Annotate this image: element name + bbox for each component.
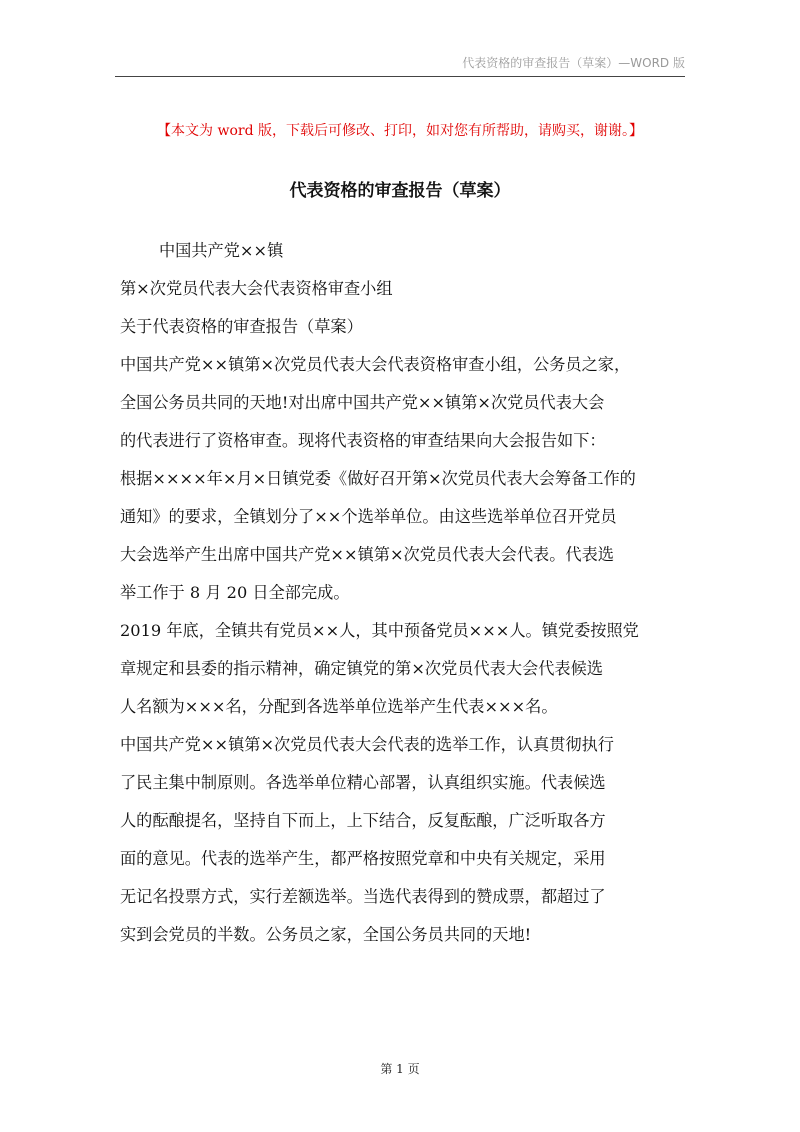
body-line: 中国共产党××镇第×次党员代表大会代表的选举工作，认真贯彻执行 xyxy=(120,735,614,754)
body-line: 全国公务员共同的天地!对出席中国共产党××镇第×次党员代表大会 xyxy=(120,393,605,412)
body-line: 章规定和县委的指示精神，确定镇党的第×次党员代表大会代表候选 xyxy=(120,659,603,678)
body-line: 人名额为×××名，分配到各选举单位选举产生代表×××名。 xyxy=(120,697,558,716)
body-line: 2019 年底，全镇共有党员××人，其中预备党员×××人。镇党委按照党 xyxy=(120,621,639,640)
body-line: 实到会党员的半数。公务员之家，全国公务员共同的天地! xyxy=(120,925,532,944)
document-body xyxy=(120,232,690,954)
body-line: 关于代表资格的审查报告（草案） xyxy=(120,317,363,336)
body-line: 的代表进行了资格审查。现将代表资格的审查结果向大会报告如下： xyxy=(120,431,606,450)
body-line: 了民主集中制原则。各选举单位精心部署，认真组织实施。代表候选 xyxy=(120,773,606,792)
body-line: 中国共产党××镇第×次党员代表大会代表资格审查小组，公务员之家， xyxy=(120,355,631,374)
page-number: 第 1 页 xyxy=(380,1062,420,1076)
header-text: 代表资格的审查报告（草案）—WORD 版 xyxy=(462,56,685,70)
body-line: 第×次党员代表大会代表资格审查小组 xyxy=(120,279,393,298)
page-header xyxy=(115,52,685,77)
purchase-notice: 【本文为 word 版，下载后可修改、打印，如对您有所帮助，请购买，谢谢。】 xyxy=(157,123,643,139)
body-line: 无记名投票方式，实行差额选举。当选代表得到的赞成票，都超过了 xyxy=(120,887,606,906)
body-line: 面的意见。代表的选举产生，都严格按照党章和中央有关规定，采用 xyxy=(120,849,606,868)
body-line: 大会选举产生出席中国共产党××镇第×次党员代表大会代表。代表选 xyxy=(120,545,614,564)
body-line: 中国共产党××镇 xyxy=(159,241,284,260)
document-title: 代表资格的审查报告（草案） xyxy=(289,181,511,201)
body-line: 通知》的要求，全镇划分了××个选举单位。由这些选举单位召开党员 xyxy=(120,507,617,526)
body-line: 根据××××年×月×日镇党委《做好召开第×次党员代表大会筹备工作的 xyxy=(120,469,636,488)
body-line: 举工作于 8 月 20 日全部完成。 xyxy=(120,583,350,602)
body-line: 人的酝酿提名，坚持自下而上，上下结合，反复酝酿，广泛听取各方 xyxy=(120,811,606,830)
